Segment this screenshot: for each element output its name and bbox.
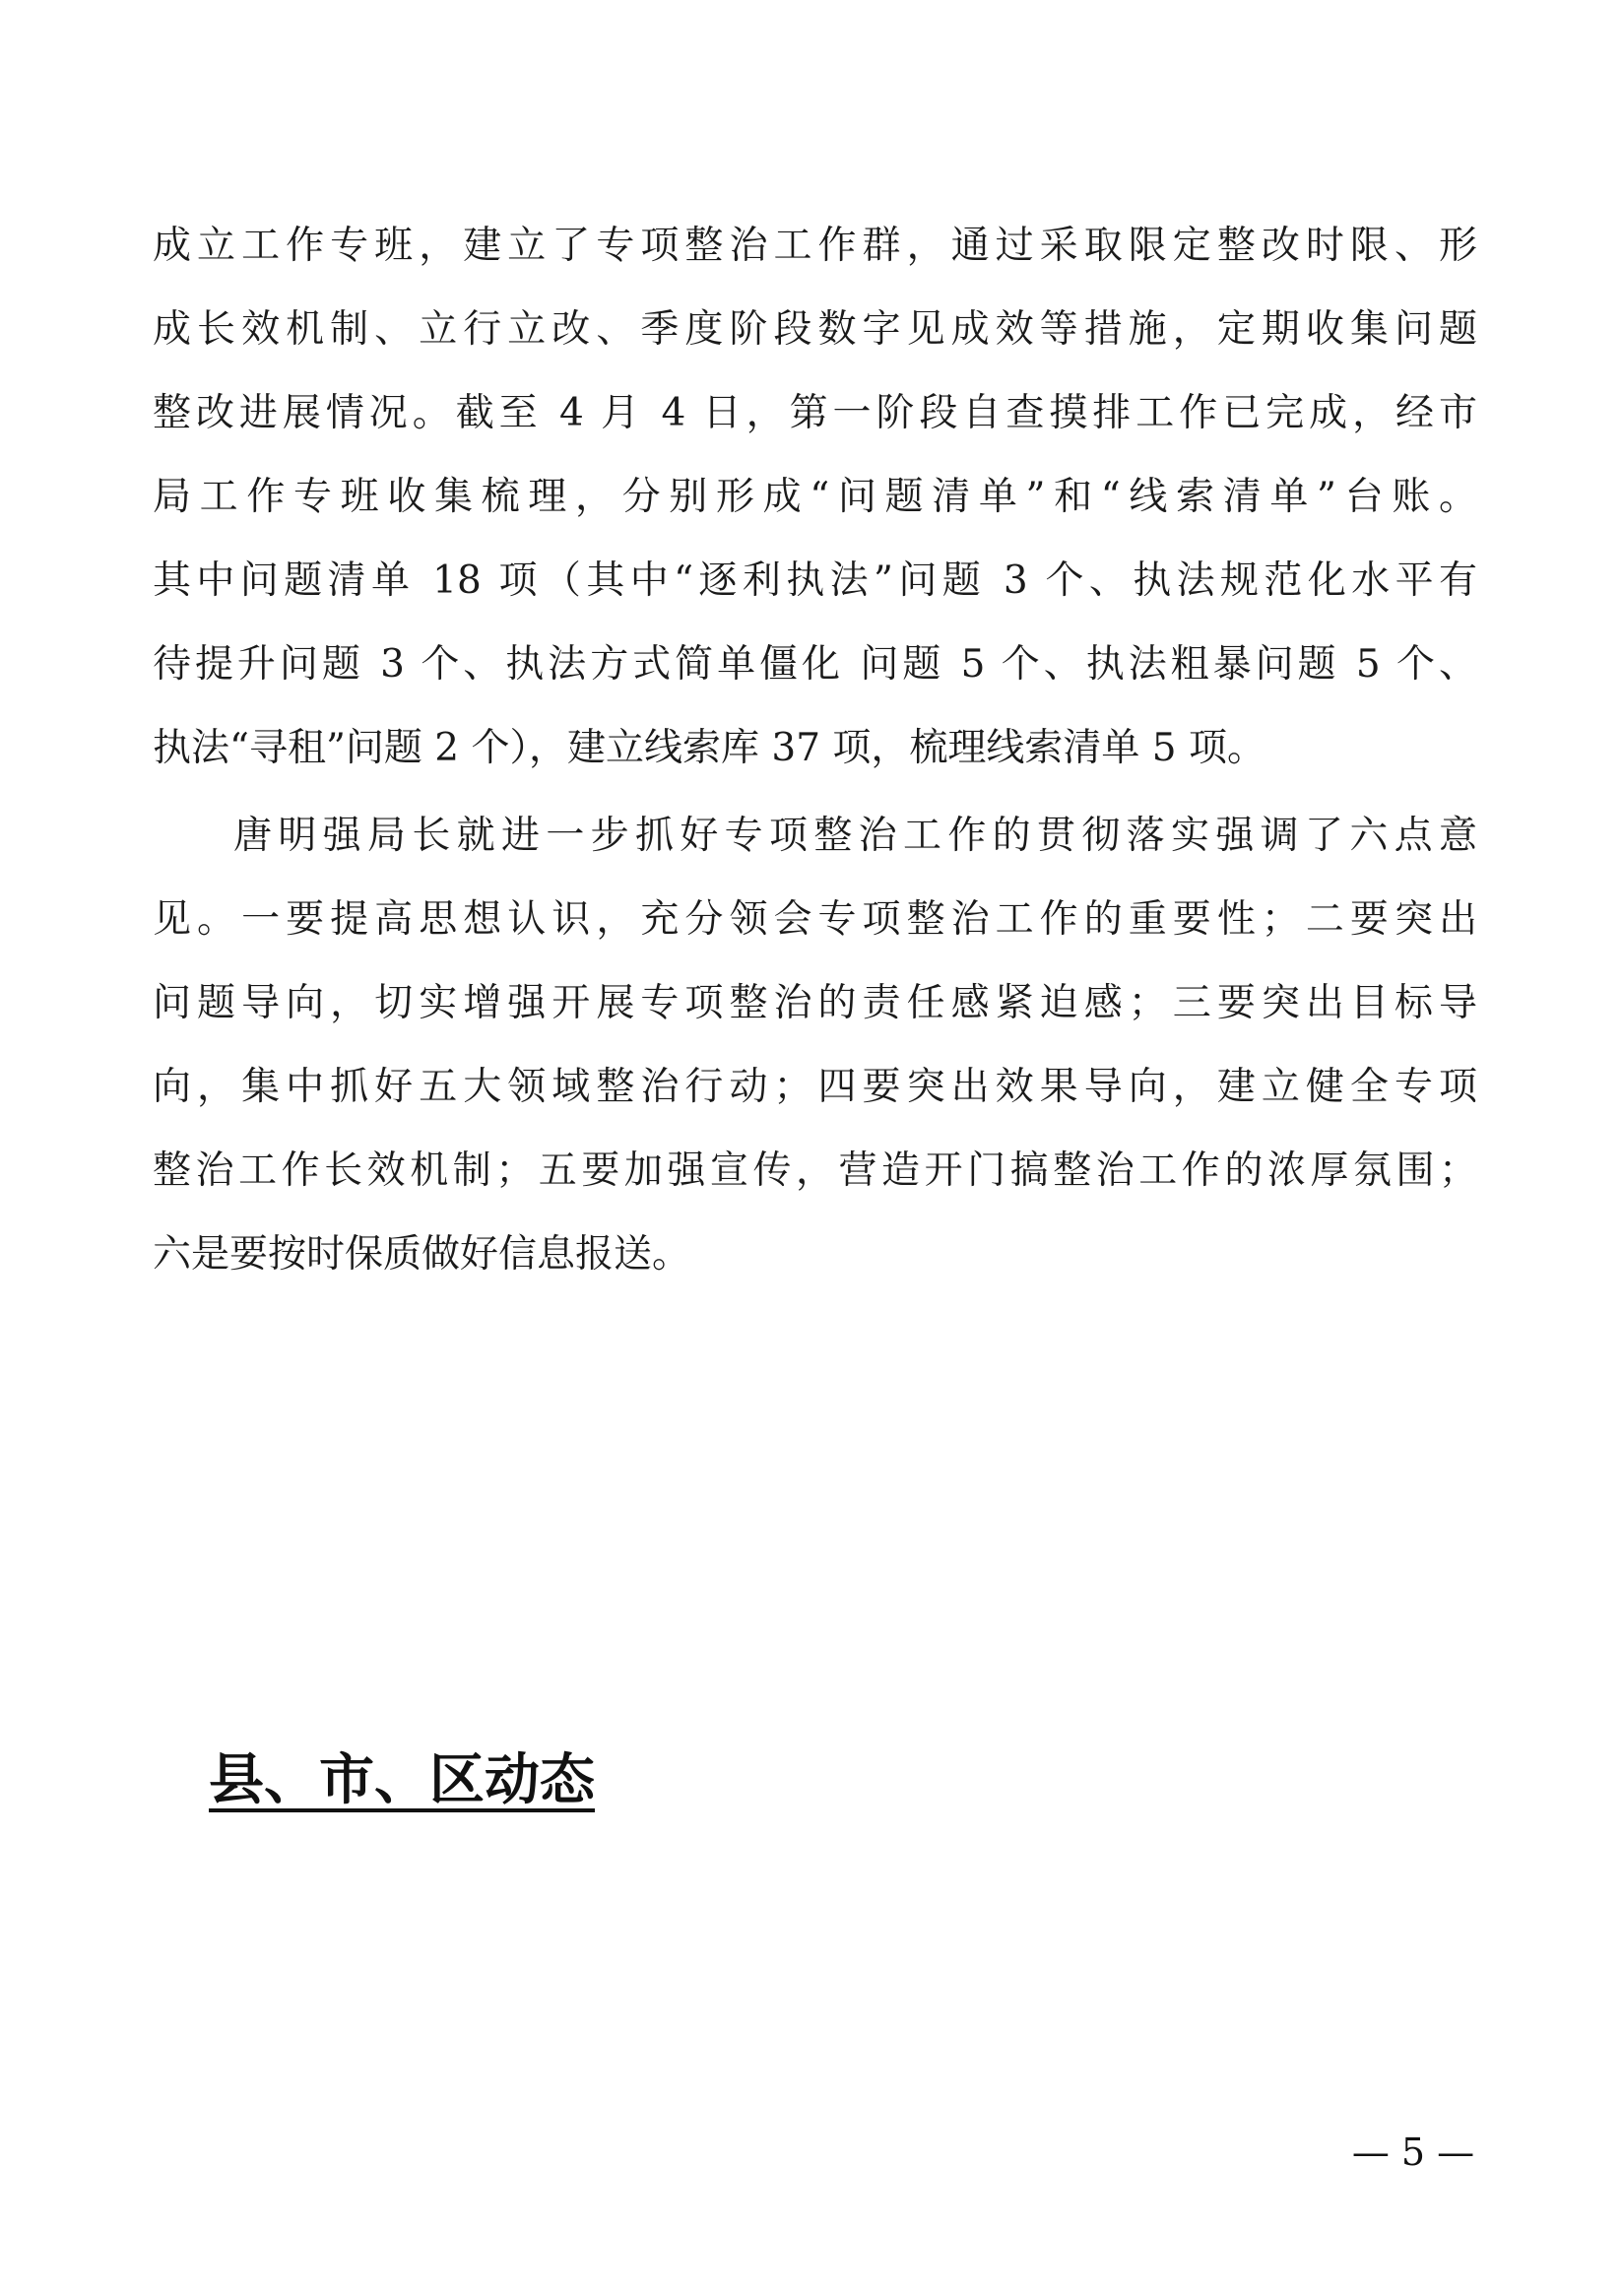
section-heading: 县、市、区动态 <box>209 1748 595 1812</box>
paragraph-1-line-6: 待提升问题 3 个、执法方式简单僵化 问题 5 个、执法粗暴问题 5 个、 <box>153 642 1477 687</box>
paragraph-2-line-3: 问题导向，切实增强开展专项整治的责任感紧迫感；三要突出目标导 <box>153 981 1477 1025</box>
paragraph-1-line-1: 成立工作专班，建立了专项整治工作群，通过采取限定整改时限、形 <box>153 224 1477 268</box>
paragraph-2-line-1: 唐明强局长就进一步抓好专项整治工作的贯彻落实强调了六点意 <box>233 814 1477 858</box>
paragraph-2-line-2: 见。一要提高思想认识，充分领会专项整治工作的重要性；二要突出 <box>153 897 1477 942</box>
paragraph-1-line-2: 成长效机制、立行立改、季度阶段数字见成效等措施，定期收集问题 <box>153 307 1477 352</box>
paragraph-2-line-5: 整治工作长效机制；五要加强宣传，营造开门搞整治工作的浓厚氛围； <box>153 1148 1477 1193</box>
paragraph-1-line-4: 局工作专班收集梳理，分别形成“问题清单”和“线索清单”台账。 <box>153 475 1477 519</box>
page-number: — 5 — <box>1351 2131 1475 2174</box>
paragraph-2-line-6: 六是要按时保质做好信息报送。 <box>153 1232 691 1277</box>
paragraph-2-line-4: 向，集中抓好五大领域整治行动；四要突出效果导向，建立健全专项 <box>153 1065 1477 1109</box>
paragraph-1-line-7: 执法“寻租”问题 2 个），建立线索库 37 项，梳理线索清单 5 项。 <box>153 726 1266 770</box>
paragraph-1-line-3: 整改进展情况。截至 4 月 4 日，第一阶段自查摸排工作已完成，经市 <box>153 391 1477 435</box>
paragraph-1-line-5: 其中问题清单 18 项（其中“逐利执法”问题 3 个、执法规范化水平有 <box>153 558 1477 603</box>
